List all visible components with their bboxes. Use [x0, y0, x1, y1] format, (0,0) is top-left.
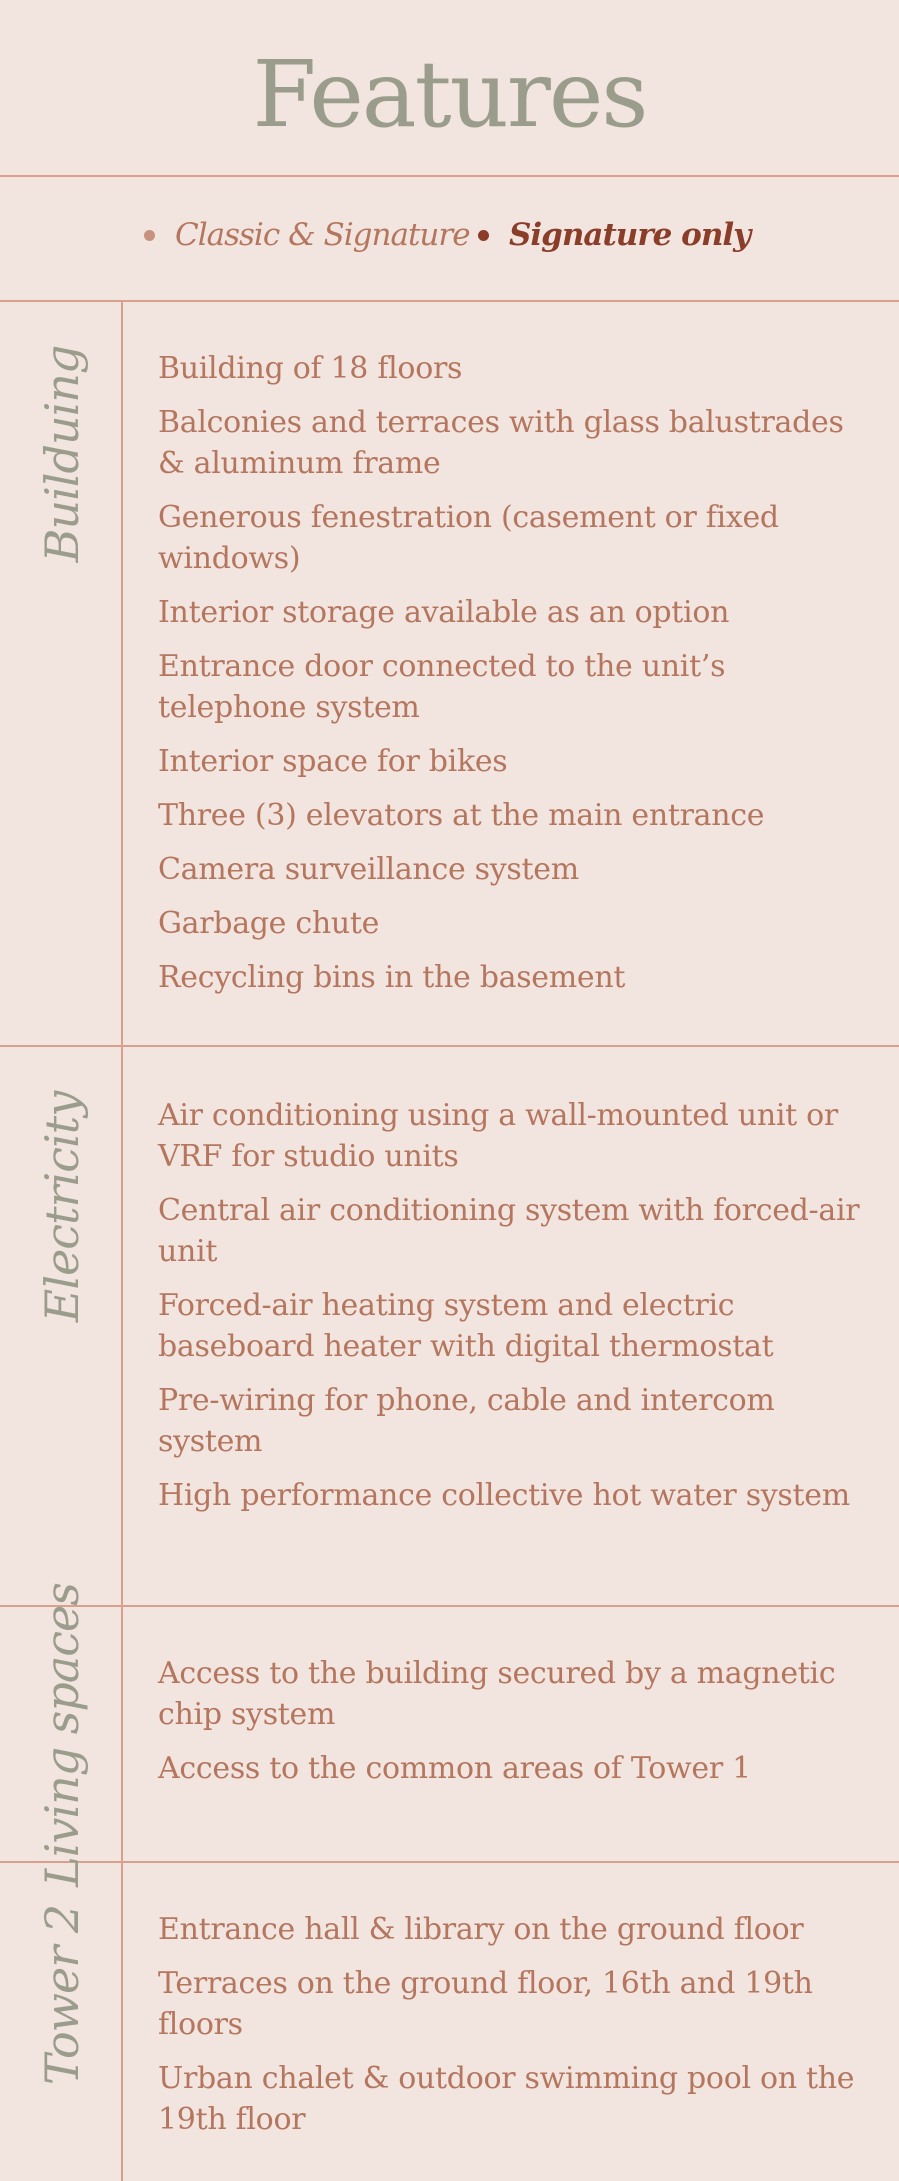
feature-list-tower-2	[158, 1909, 879, 2153]
section-electricity	[0, 1047, 899, 1607]
list-item: Garbage chute	[158, 906, 380, 941]
list-item: Building of 18 floors	[158, 351, 463, 386]
section-tower-2	[0, 1863, 899, 2181]
list-item: Generous fenestration (casement or fixed windows)	[158, 500, 779, 576]
feature-list-living-spaces	[158, 1653, 879, 1802]
list-item: Urban chalet & outdoor swimming pool on the 19th floor	[158, 2061, 855, 2137]
legend-signature-label: Signature only	[509, 217, 751, 253]
list-item: Pre-wiring for phone, cable and intercom system	[158, 1383, 775, 1459]
page-title: Features	[252, 41, 647, 148]
feature-list-electricity	[158, 1095, 879, 1529]
page-header	[0, 0, 899, 177]
section-living-spaces	[0, 1583, 899, 1887]
section-label-electricity: Electricity	[35, 1091, 89, 1323]
legend	[0, 177, 899, 302]
list-item: Entrance door connected to the unit’s telephone system	[158, 649, 726, 725]
list-item: Camera surveillance system	[158, 852, 579, 887]
section-label-living-spaces: Living spaces	[35, 1583, 89, 1887]
classic-dot-icon	[144, 230, 155, 241]
legend-classic-label: Classic & Signature	[175, 217, 470, 253]
list-item: Three (3) elevators at the main entrance	[158, 798, 765, 833]
list-item: Recycling bins in the basement	[158, 960, 626, 995]
section-side-column	[0, 1047, 123, 1605]
list-item: Balconies and terraces with glass balustrades & aluminum frame	[158, 405, 844, 481]
signature-dot-icon	[478, 230, 489, 241]
list-item: Interior space for bikes	[158, 744, 508, 779]
section-label-tower-2: Tower 2	[35, 1904, 89, 2086]
legend-classic-signature	[144, 217, 470, 253]
list-item: Interior storage available as an option	[158, 595, 730, 630]
section-side-column	[0, 1583, 123, 1887]
list-item: Central air conditioning system with forced-air unit	[158, 1193, 860, 1269]
list-item: Air conditioning using a wall-mounted unit or VRF for studio units	[158, 1098, 838, 1174]
list-item: Access to the common areas of Tower 1	[158, 1751, 751, 1786]
section-building	[0, 302, 899, 1047]
section-side-column	[0, 1863, 123, 2181]
section-side-column	[0, 302, 123, 1045]
list-item: Entrance hall & library on the ground floor	[158, 1912, 804, 1947]
list-item: Access to the building secured by a magnetic chip system	[158, 1656, 836, 1732]
legend-signature-only	[478, 217, 750, 253]
list-item: Terraces on the ground floor, 16th and 19th floors	[158, 1966, 813, 2042]
feature-list-building	[158, 348, 879, 1011]
list-item: High performance collective hot water system	[158, 1478, 850, 1513]
section-label-building: Builduing	[35, 345, 89, 563]
list-item: Forced-air heating system and electric baseboard heater with digital thermostat	[158, 1288, 774, 1364]
